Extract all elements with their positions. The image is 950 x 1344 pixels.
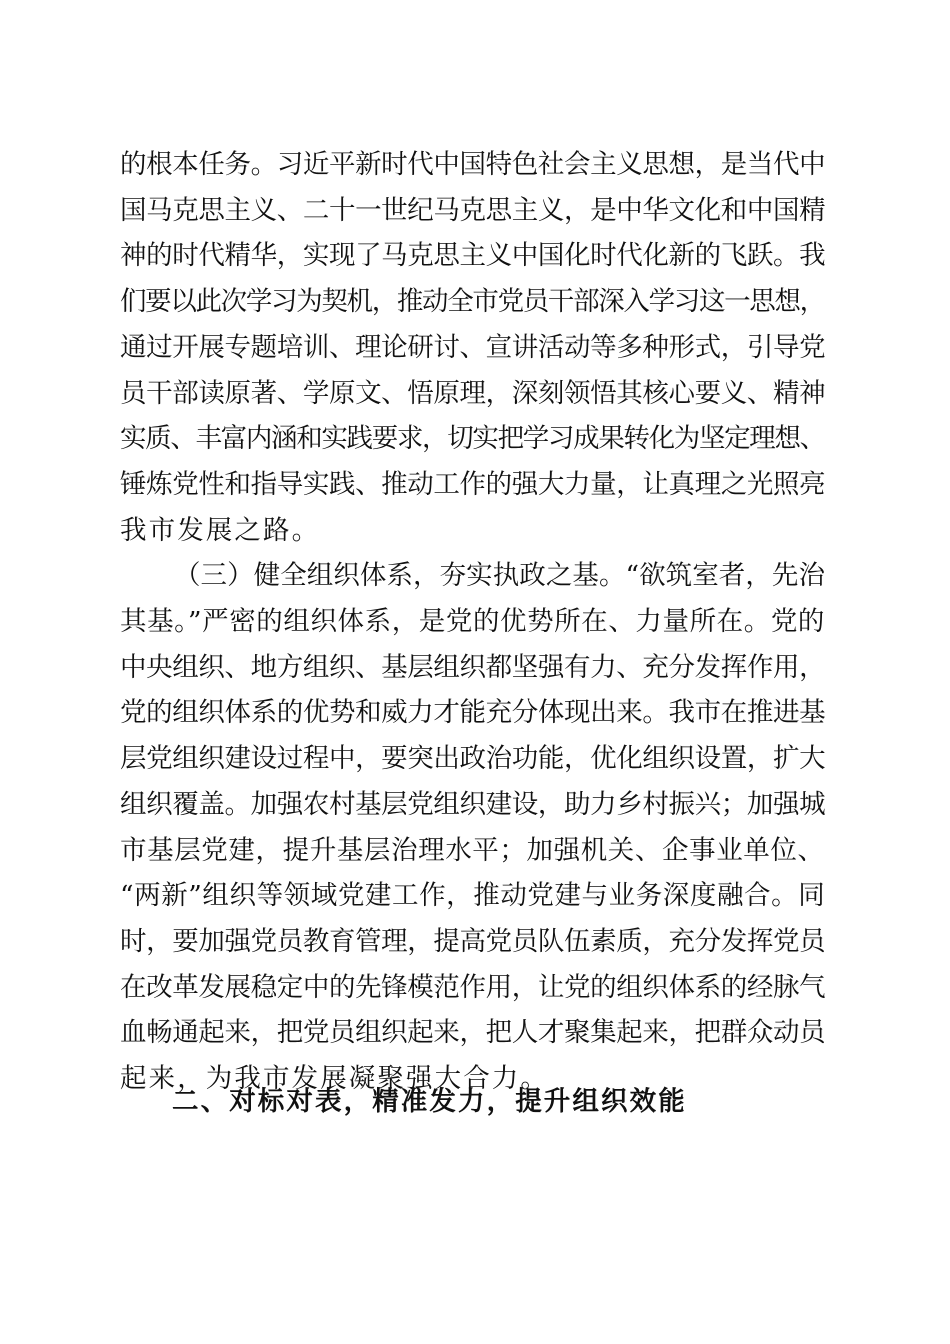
paragraph-line: 其基。”严密的组织体系，是党的优势所在、力量所在。党的 (120, 606, 825, 638)
paragraph-2 (120, 553, 825, 1101)
paragraph-line: 时，要加强党员教育管理，提高党员队伍素质，充分发挥党员 (120, 925, 826, 957)
paragraph-1 (120, 142, 825, 553)
paragraph-line: 锤炼党性和指导实践、推动工作的强大力量，让真理之光照亮 (120, 468, 826, 500)
paragraph-line: 神的时代精华，实现了马克思主义中国化时代化新的飞跃。我 (120, 240, 826, 272)
paragraph-line: 层党组织建设过程中，要突出政治功能，优化组织设置，扩大 (120, 743, 826, 775)
paragraph-line: 我市发展之路。 (120, 514, 321, 546)
paragraph-line: 员干部读原著、学原文、悟原理，深刻领悟其核心要义、精神 (120, 377, 826, 409)
section-heading: 二、对标对表，精准发力，提升组织效能 (172, 1086, 687, 1117)
paragraph-line: 们要以此次学习为契机，推动全市党员干部深入学习这一思想， (120, 286, 825, 318)
paragraph-line: 党的组织体系的优势和威力才能充分体现出来。我市在推进基 (120, 697, 826, 729)
paragraph-line: 起来，为我市发展凝聚强大合力。 (120, 1063, 549, 1095)
paragraph-line: 组织覆盖。加强农村基层党组织建设，助力乡村振兴；加强城 (120, 788, 826, 820)
paragraph-line: 实质、丰富内涵和实践要求，切实把学习成果转化为坚定理想、 (120, 423, 825, 455)
paragraph-line: 血畅通起来，把党员组织起来，把人才聚集起来，把群众动员 (120, 1017, 826, 1049)
paragraph-line: “两新”组织等领域党建工作，推动党建与业务深度融合。同 (120, 880, 826, 912)
paragraph-line: 国马克思主义、二十一世纪马克思主义，是中华文化和中国精 (120, 194, 826, 226)
paragraph-line: 通过开展专题培训、理论研讨、宣讲活动等多种形式，引导党 (120, 331, 826, 363)
body-text (120, 142, 825, 1102)
paragraph-line: 市基层党建，提升基层治理水平；加强机关、企事业单位、 (120, 834, 825, 866)
paragraph-line: 中央组织、地方组织、基层组织都坚强有力、充分发挥作用， (120, 651, 826, 683)
paragraph-line-first: （三）健全组织体系，夯实执政之基。“欲筑室者，先治 (174, 560, 826, 592)
paragraph-line: 的根本任务。习近平新时代中国特色社会主义思想，是当代中 (120, 149, 826, 180)
paragraph-line: 在改革发展稳定中的先锋模范作用，让党的组织体系的经脉气 (120, 971, 826, 1003)
